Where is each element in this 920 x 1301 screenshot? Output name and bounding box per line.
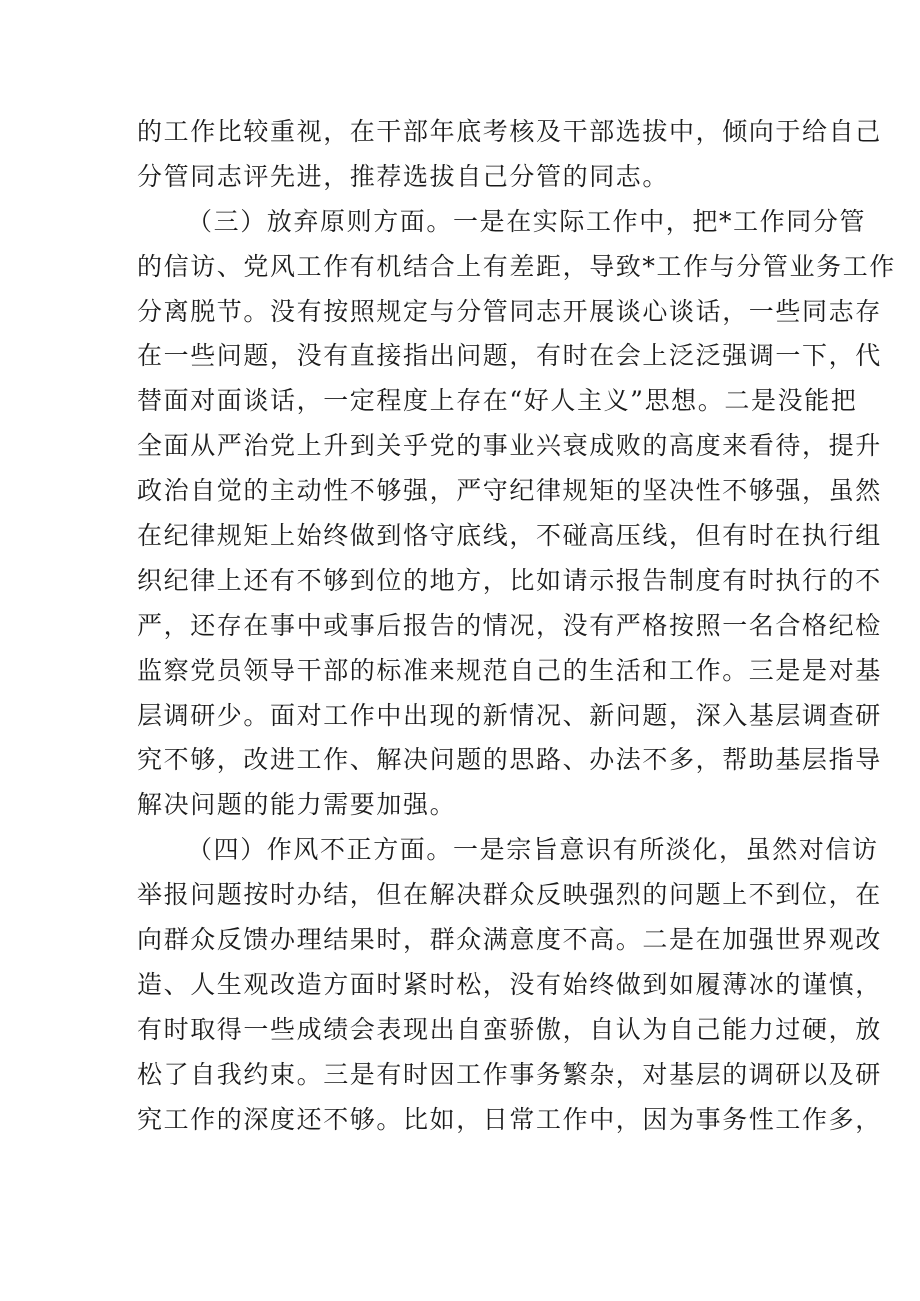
text-line: 织纪律上还有不够到位的地方，比如请示报告制度有时执行的不 <box>137 565 882 595</box>
section-heading-line: （四）作风不正方面。一是宗旨意识有所淡化，虽然对信访 <box>187 835 879 865</box>
text-line: 造、人生观改造方面时紧时松，没有始终做到如履薄冰的谨慎， <box>137 969 882 999</box>
text-line: 向群众反馈办理结果时，群众满意度不高。二是在加强世界观改 <box>137 925 882 955</box>
text-line: 替面对面谈话，一定程度上存在“好人主义”思想。二是没能把 <box>137 386 858 416</box>
text-line: 层调研少。面对工作中出现的新情况、新问题，深入基层调查研 <box>137 700 882 730</box>
text-line: 政治自觉的主动性不够强，严守纪律规矩的坚决性不够强，虽然 <box>137 476 882 506</box>
text-line: 的信访、党风工作有机结合上有差距，导致*工作与分管业务工作 <box>137 251 896 281</box>
text-line: 严，还存在事中或事后报告的情况，没有严格按照一名合格纪检 <box>137 610 882 640</box>
text-line: 松了自我约束。三是有时因工作事务繁杂，对基层的调研以及研 <box>137 1059 882 1089</box>
text-line: 的工作比较重视，在干部年底考核及干部选拔中，倾向于给自己 <box>137 117 882 146</box>
body-text <box>137 110 896 1142</box>
text-line: 在一些问题，没有直接指出问题，有时在会上泛泛强调一下，代 <box>137 341 882 371</box>
text-line: 解决问题的能力需要加强。 <box>137 790 457 820</box>
text-line: 分离脱节。没有按照规定与分管同志开展谈心谈话，一些同志存 <box>137 296 882 326</box>
section-heading-line: （三）放弃原则方面。一是在实际工作中，把*工作同分管 <box>187 206 867 236</box>
text-line: 究工作的深度还不够。比如，日常工作中，因为事务性工作多， <box>137 1104 882 1134</box>
text-line: 监察党员领导干部的标准来规范自己的生活和工作。三是是对基 <box>137 655 882 685</box>
text-line: 究不够，改进工作、解决问题的思路、办法不多，帮助基层指导 <box>137 745 882 775</box>
text-line: 分管同志评先进，推荐选拔自己分管的同志。 <box>137 161 670 191</box>
text-line: 在纪律规矩上始终做到恪守底线，不碰高压线，但有时在执行组 <box>137 521 882 551</box>
text-line: 有时取得一些成绩会表现出自蛮骄傲，自认为自己能力过硬，放 <box>137 1014 882 1044</box>
text-line: 举报问题按时办结，但在解决群众反映强烈的问题上不到位，在 <box>137 880 882 910</box>
text-line: 全面从严治党上升到关乎党的事业兴衰成败的高度来看待，提升 <box>137 431 882 461</box>
